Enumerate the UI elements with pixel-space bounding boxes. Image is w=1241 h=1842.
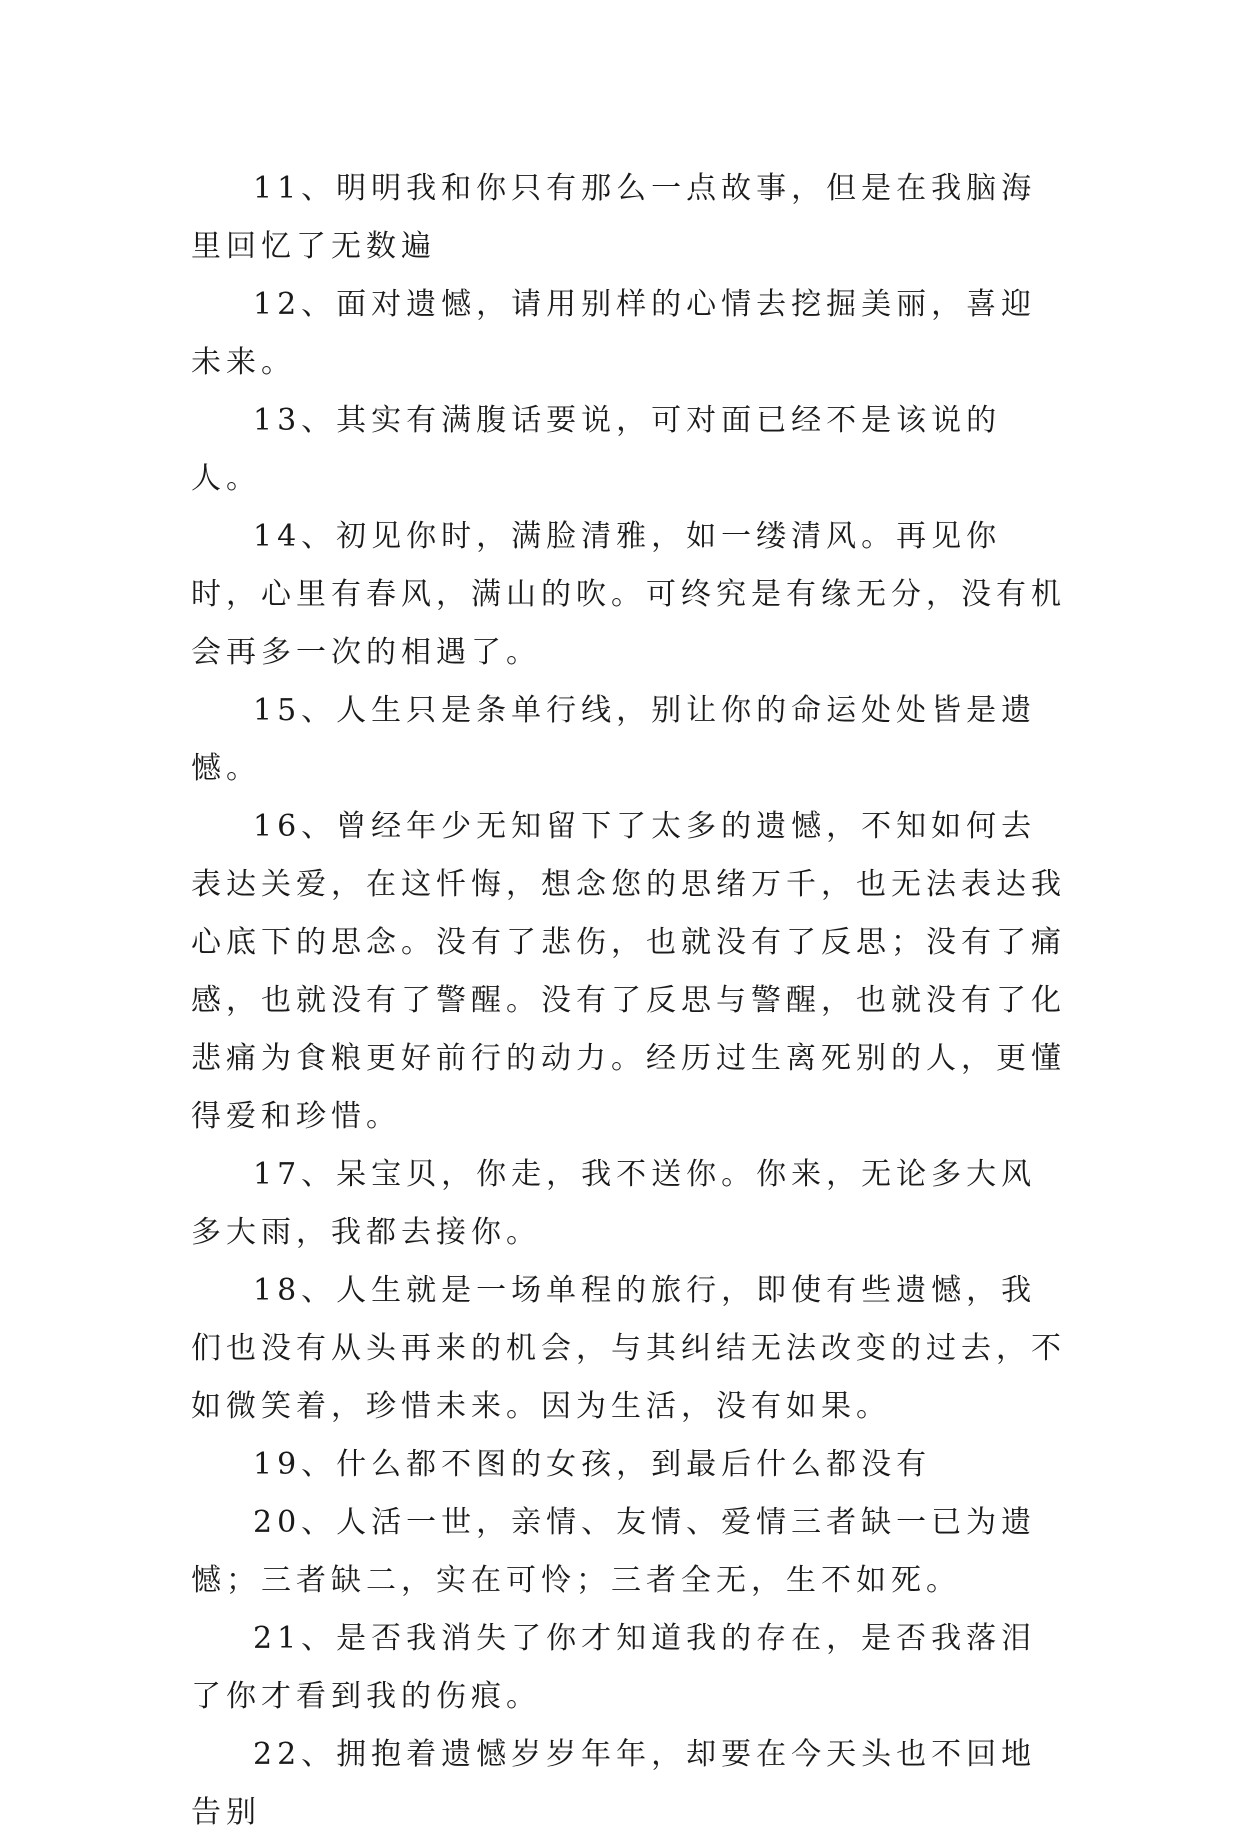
paragraph-14: 14、初见你时，满脸清雅，如一缕清风。再见你时，心里有春风，满山的吹。可终究是有缘无分，没有机会再多一次的相遇了。 (191, 519, 1066, 670)
paragraph-16: 16、曾经年少无知留下了太多的遗憾，不知如何去表达关爱，在这忏悔，想念您的思绪万千，也无法表达我心底下的思念。没有了悲伤，也就没有了反思；没有了痛感，也就没有了警醒。没有了反思与警醒，也就没有了化悲痛为食粮更好前行的动力。经历过生离死别的人，更懂得爱和珍惜。 (191, 809, 1066, 1134)
paragraph-12: 12、面对遗憾，请用别样的心情去挖掘美丽，喜迎未来。 (191, 287, 1037, 380)
body-text (191, 160, 1071, 1842)
paragraph-21: 21、是否我消失了你才知道我的存在，是否我落泪了你才看到我的伤痕。 (191, 1621, 1037, 1714)
paragraph-17: 17、呆宝贝，你走，我不送你。你来，无论多大风多大雨，我都去接你。 (191, 1157, 1037, 1250)
paragraph-13: 13、其实有满腹话要说，可对面已经不是该说的人。 (191, 403, 1002, 496)
paragraph-19: 19、什么都不图的女孩，到最后什么都没有 (253, 1447, 932, 1482)
paragraph-20: 20、人活一世，亲情、友情、爱情三者缺一已为遗憾；三者缺二，实在可怜；三者全无，生不如死。 (191, 1505, 1037, 1598)
paragraph-11: 11、明明我和你只有那么一点故事，但是在我脑海里回忆了无数遍 (191, 171, 1037, 264)
paragraph-15: 15、人生只是条单行线，别让你的命运处处皆是遗憾。 (191, 693, 1037, 786)
paragraph-22: 22、拥抱着遗憾岁岁年年，却要在今天头也不回地告别 (191, 1737, 1037, 1830)
paragraph-18: 18、人生就是一场单程的旅行，即使有些遗憾，我们也没有从头再来的机会，与其纠结无法改变的过去，不如微笑着，珍惜未来。因为生活，没有如果。 (191, 1273, 1066, 1424)
